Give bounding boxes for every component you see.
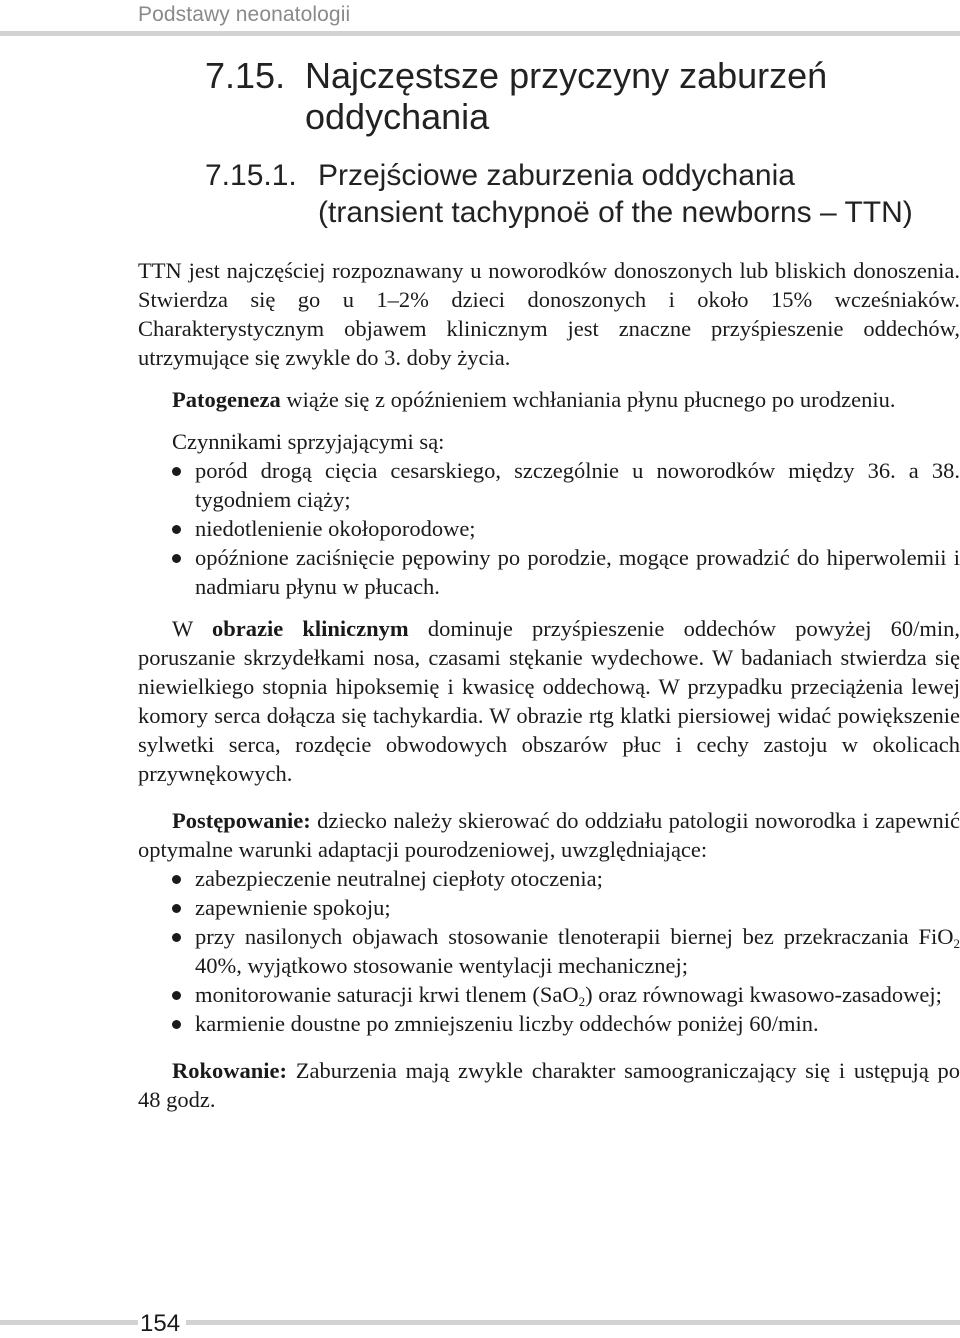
management-text: dziecko należy skierować do oddziału patologii noworodka i zapewnić optymalne warunki adaptacji pourodzeniowej, uwzględniające: <box>138 808 960 862</box>
clinical-paragraph: W obrazie klinicznym dominuje przyśpieszenie oddechów powyżej 60/min, poruszanie skrzydełkami nosa, czasami stękanie wydechowe. W badaniach stwierdza się niewielkiego stopnia hipoksemię i kwasicę oddechową. W przypadku przeciążenia lewej komory serca dołącza się tachykardia. W obrazie rtg klatki piersiowej widać powiększenie sylwetki serca, rozdęcie obwodowych obszarów płuc i cechy zastoju w okolicach przywnękowych. <box>138 616 960 786</box>
list-item: zabezpieczenie neutralnej ciepłoty otoczenia; <box>138 864 960 893</box>
bullet-icon <box>172 991 181 1000</box>
prognosis-paragraph <box>138 1056 960 1114</box>
list-item: zapewnienie spokoju; <box>138 893 960 922</box>
heading2-title-line2: (transient tachypnoë of the newborns – TTN) <box>318 196 913 229</box>
list-item: opóźnione zaciśnięcie pępowiny po porodzie, mogące prowadzić do hiperwolemii i nadmiaru płynu w płucach. <box>138 543 960 601</box>
pathogenesis-paragraph <box>138 385 960 414</box>
management-label: Postępowanie: <box>172 808 311 833</box>
heading2-title-line1: Przejściowe zaburzenia oddychania <box>318 159 795 192</box>
list-item: karmienie doustne po zmniejszeniu liczby oddechów poniżej 60/min. <box>138 1009 960 1038</box>
intro-paragraph: TTN jest najczęściej rozpoznawany u noworodków donoszonych lub bliskich donoszenia. Stwierdza się go u 1–2% dzieci donoszonych i około 15% wcześniaków. Charakterystycznym objawem klinicznym jest znaczne przyśpieszenie oddechów, utrzymujące się zwykle do 3. doby życia. <box>138 258 960 370</box>
clinical-label: obrazie klinicznym <box>212 616 409 641</box>
bullet-icon <box>172 467 181 476</box>
bullet-icon <box>172 1020 181 1029</box>
heading1-number: 7.15. <box>205 55 286 96</box>
list-item: przy nasilonych objawach stosowanie tlenoterapii biernej bez przekraczania FiO$_2$ 40%, wyjątkowo stosowanie wentylacji mechanicznej; <box>138 922 960 980</box>
heading2-number: 7.15.1. <box>205 159 297 192</box>
body-text <box>138 256 960 1114</box>
bullet-icon <box>172 525 181 534</box>
management-paragraph <box>138 806 960 864</box>
heading1-title-line2: oddychania <box>305 96 490 137</box>
pathogenesis-text: wiąże się z opóźnieniem wchłaniania płynu płucnego po urodzeniu. <box>280 387 896 412</box>
management-list <box>138 864 960 1038</box>
factors-list <box>138 456 960 601</box>
page-number: 154 <box>138 1310 186 1338</box>
pathogenesis-label: Patogeneza <box>172 387 281 412</box>
header-rule <box>0 31 960 36</box>
bullet-icon <box>172 875 181 884</box>
prognosis-label: Rokowanie: <box>172 1058 288 1083</box>
factors-intro: Czynnikami sprzyjającymi są: <box>172 429 445 454</box>
bullet-icon <box>172 904 181 913</box>
bullet-icon <box>172 554 181 563</box>
list-item: poród drogą cięcia cesarskiego, szczególnie u noworodków między 36. a 38. tygodniem ciąży; <box>138 456 960 514</box>
heading1-title-line1: Najczęstsze przyczyny zaburzeń <box>305 55 828 96</box>
prognosis-text: Zaburzenia mają zwykle charakter samoograniczający się i ustępują po 48 godz. <box>138 1058 960 1112</box>
list-item: niedotlenienie okołoporodowe; <box>138 514 960 543</box>
running-head: Podstawy neonatologii <box>138 3 351 26</box>
list-item: monitorowanie saturacji krwi tlenem (SaO$_2$) oraz równowagi kwasowo-zasadowej; <box>138 980 960 1009</box>
clinical-text: dominuje przyśpieszenie oddechów powyżej 60/min, poruszanie skrzydełkami nosa, czasami stękanie wydechowe. W badaniach stwierdza się niewielkiego stopnia hipoksemię i kwasicę oddechową. W przypadku przeciążenia lewej komory serca dołącza się tachykardia. W obrazie rtg klatki piersiowej widać powiększenie sylwetki serca, rozdęcie obwodowych obszarów płuc i cechy zastoju w okolicach przywnękowych. <box>138 616 960 786</box>
bullet-icon <box>172 933 181 942</box>
